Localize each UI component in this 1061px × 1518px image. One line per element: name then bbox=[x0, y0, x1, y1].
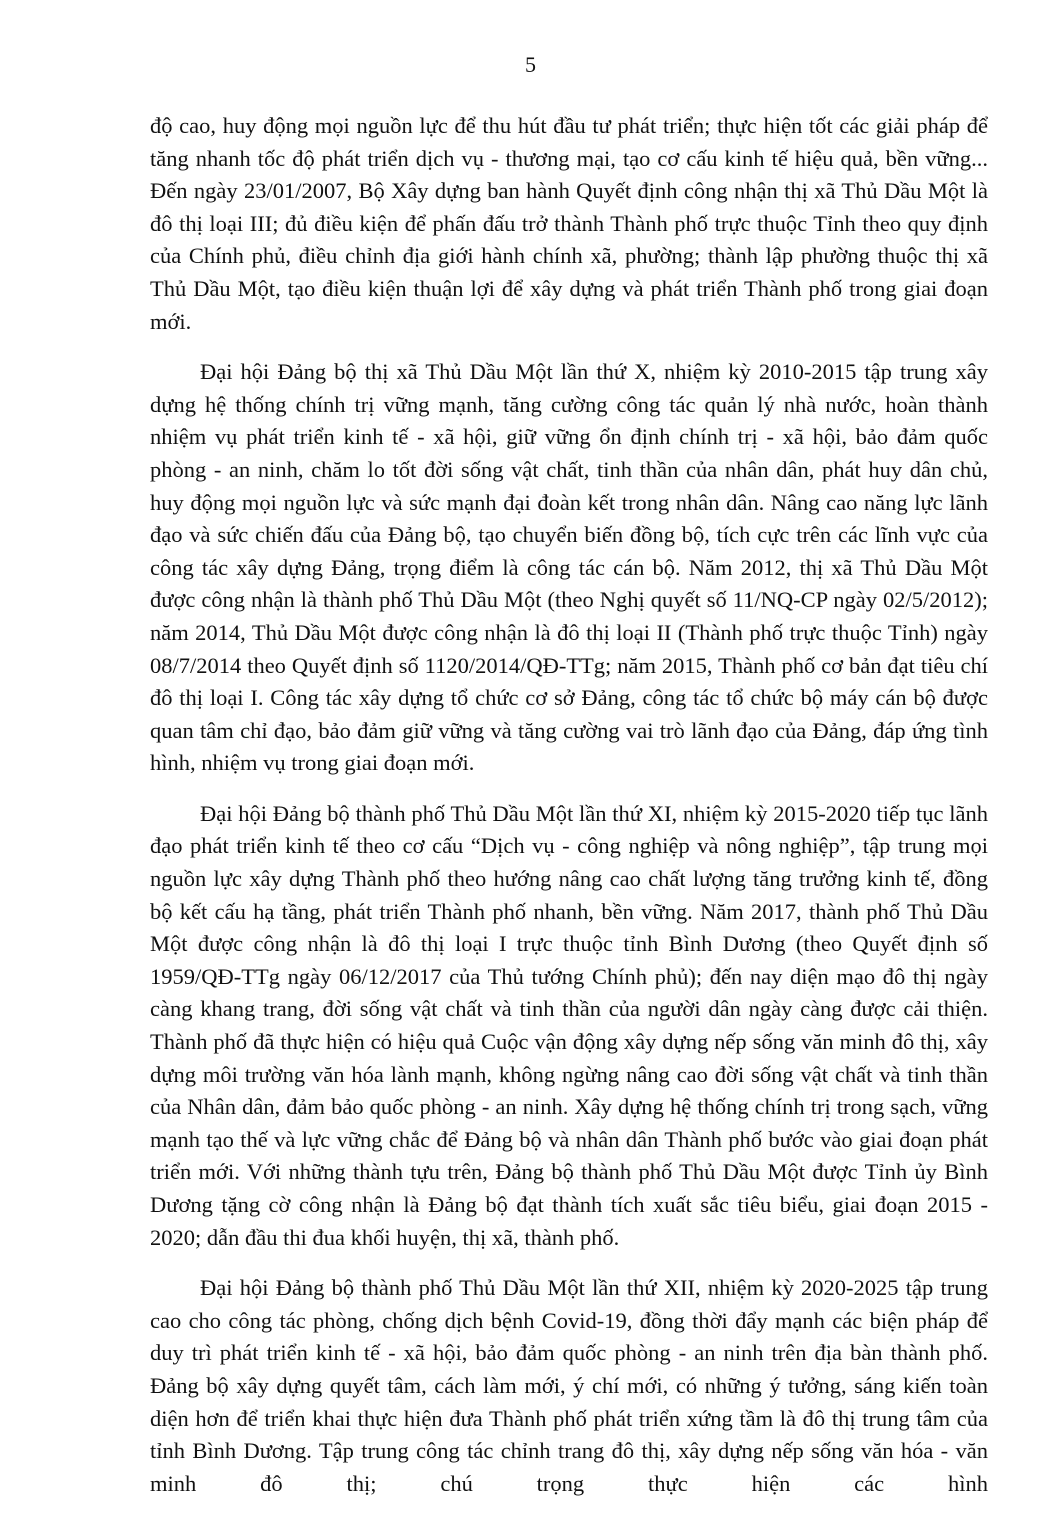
document-body bbox=[150, 110, 988, 1518]
paragraph-1: độ cao, huy động mọi nguồn lực để thu hút đầu tư phát triển; thực hiện tốt các giải pháp để tăng nhanh tốc độ phát triển dịch vụ - thương mại, tạo cơ cấu kinh tế hiệu quả, bền vững... Đến ngày 23/01/2007, Bộ Xây dựng ban hành Quyết định công nhận thị xã Thủ Dầu Một là đô thị loại III; đủ điều kiện để phấn đấu trở thành Thành phố trực thuộc Tỉnh theo quy định của Chính phủ, điều chỉnh địa giới hành chính xã, phường; thành lập phường thuộc thị xã Thủ Dầu Một, tạo điều kiện thuận lợi để xây dựng và phát triển Thành phố trong giai đoạn mới. bbox=[150, 113, 988, 334]
paragraph-4: Đại hội Đảng bộ thành phố Thủ Dầu Một lần thứ XII, nhiệm kỳ 2020-2025 tập trung cao cho công tác phòng, chống dịch bệnh Covid-19, đồng thời đẩy mạnh các biện pháp để duy trì phát triển kinh tế - xã hội, bảo đảm quốc phòng - an ninh trên địa bàn thành phố. Đảng bộ xây dựng quyết tâm, cách làm mới, ý chí mới, có những ý tưởng, sáng kiến toàn diện hơn để triển khai thực hiện đưa Thành phố phát triển xứng tầm là đô thị trung tâm của tỉnh Bình Dương. Tập trung công tác chỉnh trang đô thị, xây dựng nếp sống văn hóa - văn minh đô thị; chú trọng thực hiện các hình bbox=[150, 1275, 988, 1496]
paragraph-2: Đại hội Đảng bộ thị xã Thủ Dầu Một lần thứ X, nhiệm kỳ 2010-2015 tập trung xây dựng hệ thống chính trị vững mạnh, tăng cường công tác quản lý nhà nước, hoàn thành nhiệm vụ phát triển kinh tế - xã hội, giữ vững ổn định chính trị - xã hội, bảo đảm quốc phòng - an ninh, chăm lo tốt đời sống vật chất, tinh thần của nhân dân, phát huy dân chủ, huy động mọi nguồn lực và sức mạnh đại đoàn kết trong nhân dân. Nâng cao năng lực lãnh đạo và sức chiến đấu của Đảng bộ, tạo chuyển biến đồng bộ, tích cực trên các lĩnh vực của công tác xây dựng Đảng, trọng điểm là công tác cán bộ. Năm 2012, thị xã Thủ Dầu Một được công nhận là thành phố Thủ Dầu Một (theo Nghị quyết số 11/NQ-CP ngày 02/5/2012); năm 2014, Thủ Dầu Một được công nhận là đô thị loại II (Thành phố trực thuộc Tỉnh) ngày 08/7/2014 theo Quyết định số 1120/2014/QĐ-TTg; năm 2015, Thành phố cơ bản đạt tiêu chí đô thị loại I. Công tác xây dựng tổ chức cơ sở Đảng, công tác tổ chức bộ máy cán bộ được quan tâm chỉ đạo, bảo đảm giữ vững và tăng cường vai trò lãnh đạo của Đảng, đáp ứng tình hình, nhiệm vụ trong giai đoạn mới. bbox=[150, 359, 988, 776]
page-number: 5 bbox=[525, 52, 536, 77]
paragraph-3: Đại hội Đảng bộ thành phố Thủ Dầu Một lần thứ XI, nhiệm kỳ 2015-2020 tiếp tục lãnh đạo phát triển kinh tế theo cơ cấu “Dịch vụ - công nghiệp và nông nghiệp”, tập trung mọi nguồn lực xây dựng Thành phố theo hướng nâng cao chất lượng tăng trưởng kinh tế, đồng bộ kết cấu hạ tầng, phát triển Thành phố nhanh, bền vững. Năm 2017, thành phố Thủ Dầu Một được công nhận là đô thị loại I trực thuộc tỉnh Bình Dương (theo Quyết định số 1959/QĐ-TTg ngày 06/12/2017 của Thủ tướng Chính phủ); đến nay diện mạo đô thị ngày càng khang trang, đời sống vật chất và tinh thần của người dân ngày càng được cải thiện. Thành phố đã thực hiện có hiệu quả Cuộc vận động xây dựng nếp sống văn minh đô thị, xây dựng môi trường văn hóa lành mạnh, không ngừng nâng cao đời sống vật chất và tinh thần của Nhân dân, đảm bảo quốc phòng - an ninh. Xây dựng hệ thống chính trị trong sạch, vững mạnh tạo thế và lực vững chắc để Đảng bộ và nhân dân Thành phố bước vào giai đoạn phát triển mới. Với những thành tựu trên, Đảng bộ thành phố Thủ Dầu Một được Tỉnh ủy Bình Dương tặng cờ công nhận là Đảng bộ đạt thành tích xuất sắc tiêu biểu, giai đoạn 2015 - 2020; dẫn đầu thi đua khối huyện, thị xã, thành phố. bbox=[150, 800, 988, 1250]
